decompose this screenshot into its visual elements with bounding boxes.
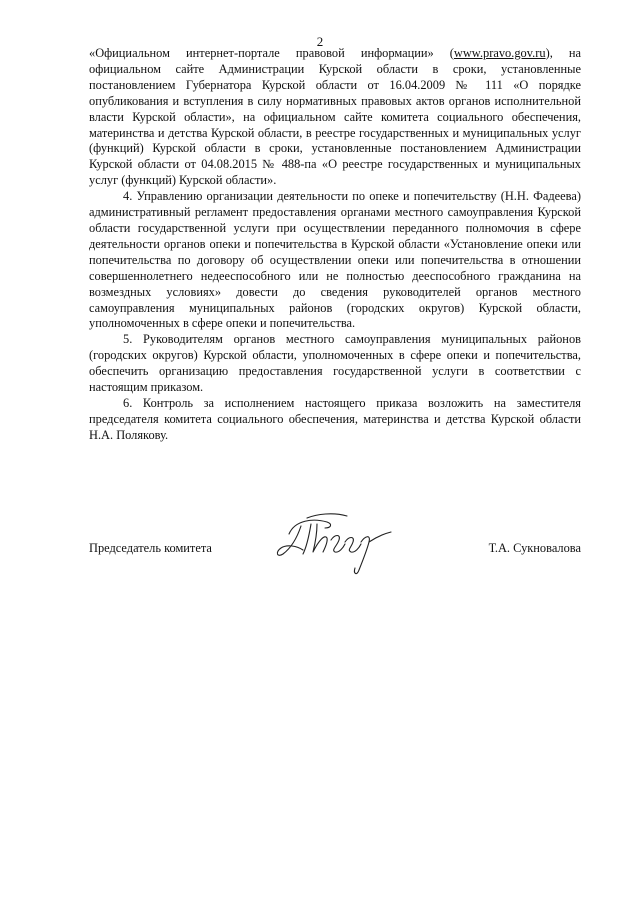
paragraph-6: 6. Контроль за исполнением настоящего приказа возложить на заместителя председателя комитета социального обеспечения, материнства и детства Курской области Н.А. Полякову. xyxy=(89,395,581,442)
pravo-gov-link[interactable]: www.pravo.gov.ru xyxy=(453,46,546,60)
document-body xyxy=(89,46,581,444)
signatory-position: Председатель комитета xyxy=(89,541,212,555)
paragraph-5: 5. Руководителям органов местного самоуправления муниципальных районов (городских округов) Курской области, уполномоченных в сфере опеки и попечительства, обеспечить организацию предоставления государственной услуги в соответствии с настоящим приказом. xyxy=(89,332,581,395)
signature-block xyxy=(89,500,581,580)
signatory-name: Т.А. Сукновалова xyxy=(488,541,581,555)
handwritten-signature xyxy=(273,506,403,578)
paragraph-4: 4. Управлению организации деятельности по опеке и попечительству (Н.Н. Фадеева) административный регламент предоставления органами местного самоуправления Курской области государственной услуги при осуществлении переданного полномочия в сфере деятельности органов опеки и попечительства в Курской области «Установление опеки или попечительства по договору об осуществлении опеки или попечительства в отношении совершеннолетнего недееспособного или не полностью дееспособного гражданина на возмездных условиях» довести до сведения руководителей органов местного самоуправления муниципальных районов (городских округов) Курской области, уполномоченных в сфере опеки и попечительства. xyxy=(89,189,581,331)
paragraph-continuation-after-link: ), на официальном сайте Администрации Курской области в сроки, установленные постановлением Губернатора Курской области от 16.04.2009 № 111 «О порядке опубликования и вступления в силу нормативных правовых актов органов исполнительной власти Курской области», на официальном сайте комитета социального обеспечения, материнства и детства Курской области, в реестре государственных и муниципальных услуг (функций) Курской области в сроки, установленные постановлением Администрации Курской области от 04.08.2015 № 488-па «О реестре государственных и муниципальных услуг (функций) Курской области». xyxy=(89,46,582,188)
paragraph-continuation-before-link: «Официальном интернет-портале правовой информации» ( xyxy=(89,46,454,60)
page-number: 2 xyxy=(316,34,324,49)
paragraph-continuation xyxy=(89,46,581,189)
